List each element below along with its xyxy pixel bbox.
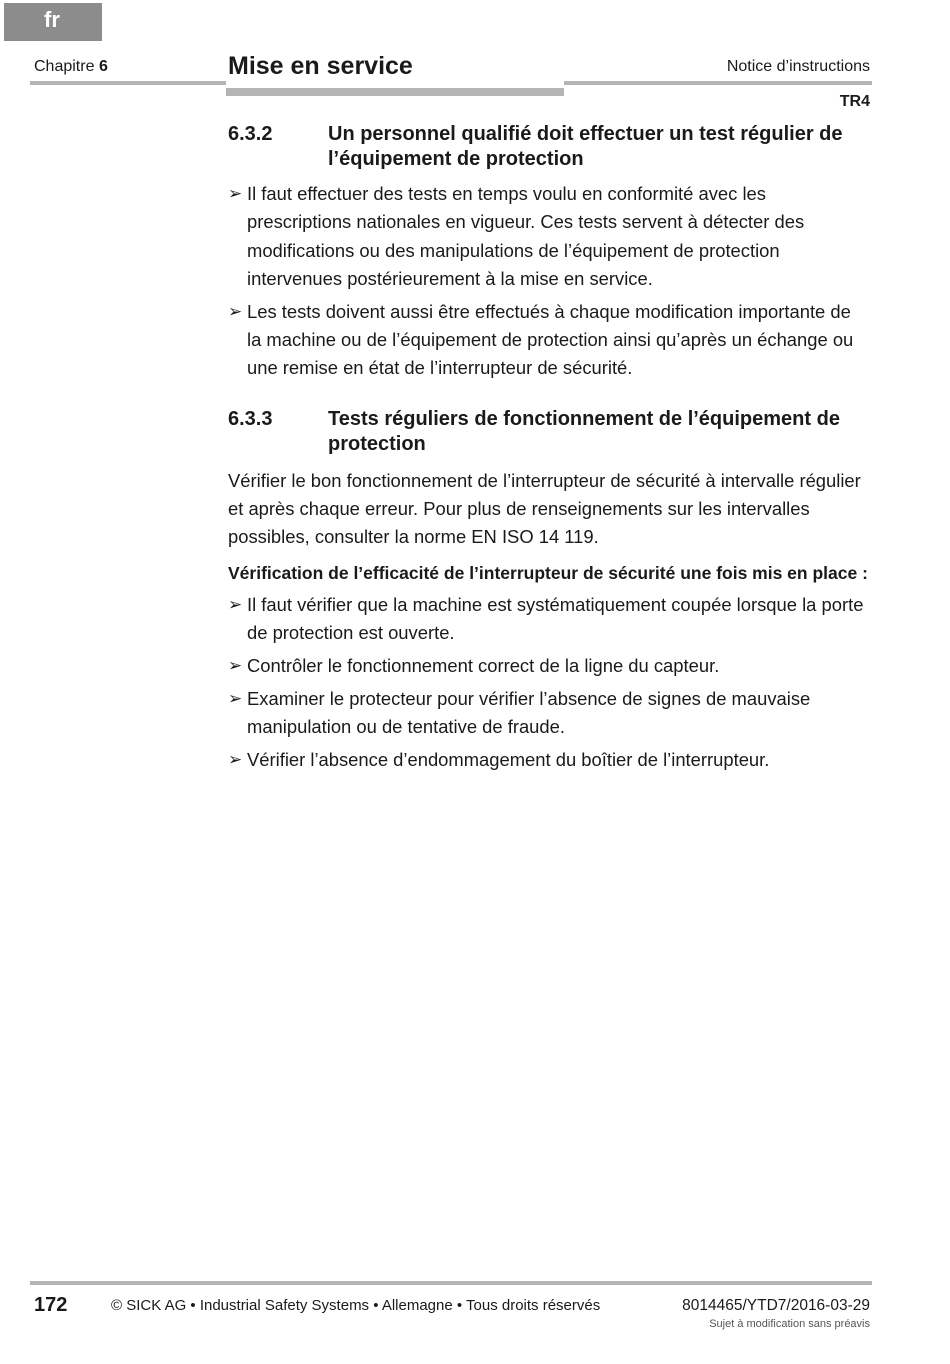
header-rule-right xyxy=(564,81,872,85)
header-rule-left xyxy=(30,81,226,85)
document-id: 8014465/YTD7/2016-03-29 xyxy=(682,1297,870,1314)
subheading: Vérification de l’efficacité de l’interrupteur de sécurité une fois mis en place : xyxy=(228,563,868,584)
arrow-icon: ➢ xyxy=(228,184,243,203)
step-text: Examiner le protecteur pour vérifier l’absence de signes de mauvaise manipulation ou de tentative de fraude. xyxy=(247,687,811,737)
chapter-label xyxy=(34,58,108,76)
section-heading xyxy=(228,407,870,457)
arrow-icon: ➢ xyxy=(228,301,243,321)
footer-note: Sujet à modification sans préavis xyxy=(709,1318,870,1330)
step-list xyxy=(228,180,870,383)
language-tab: fr xyxy=(4,3,102,41)
step-list xyxy=(228,591,870,774)
arrow-icon: ➢ xyxy=(228,749,243,769)
step-text: Il faut effectuer des tests en temps voulu en conformité avec les prescriptions nationales en vigueur. Ces tests servent à détecter des modifications ou des manipulations de l’équipement de protection intervenues postérieurement à la mise en service. xyxy=(247,183,805,289)
list-item xyxy=(228,652,870,680)
section-number: 6.3.3 xyxy=(228,407,273,430)
product-label: TR4 xyxy=(839,93,870,110)
arrow-icon: ➢ xyxy=(228,688,243,708)
list-item xyxy=(228,298,870,383)
step-text: Les tests doivent aussi être effectués à chaque modification importante de la machine ou de l’équipement de protection ainsi qu’après un échange ou une remise en état de l’interrupteur de sécurité. xyxy=(247,300,854,379)
page-number: 172 xyxy=(34,1294,68,1316)
main-content xyxy=(228,120,870,779)
chapter-word: Chapitre xyxy=(34,58,95,75)
list-item xyxy=(228,746,870,774)
list-item xyxy=(228,180,870,293)
step-text: Vérifier l’absence d’endommagement du boîtier de l’interrupteur. xyxy=(247,748,770,770)
footer-rule xyxy=(30,1281,872,1285)
list-item xyxy=(228,591,870,648)
copyright: © SICK AG • Industrial Safety Systems • Allemagne • Tous droits réservés xyxy=(111,1297,601,1314)
arrow-icon: ➢ xyxy=(228,594,243,614)
manual-label: Notice d’instructions xyxy=(726,58,870,75)
arrow-icon: ➢ xyxy=(228,655,243,675)
section-title: Tests réguliers de fonctionnement de l’équipement de protection xyxy=(328,407,840,455)
body-paragraph: Vérifier le bon fonctionnement de l’interrupteur de sécurité à intervalle régulier et après chaque erreur. Pour plus de renseignements sur les intervalles possibles, consulter la norme EN ISO 14 119. xyxy=(228,469,861,548)
page-title: Mise en service xyxy=(228,52,413,80)
section-number: 6.3.2 xyxy=(228,123,273,145)
step-text: Contrôler le fonctionnement correct de la ligne du capteur. xyxy=(247,654,720,676)
list-item xyxy=(228,685,870,742)
section-title: Un personnel qualifié doit effectuer un test régulier de l’équipement de protection xyxy=(328,123,843,170)
step-text: Il faut vérifier que la machine est systématiquement coupée lorsque la porte de protection est ouverte. xyxy=(247,593,864,644)
chapter-number: 6 xyxy=(98,58,108,75)
section-heading xyxy=(228,122,870,172)
header-rule-title xyxy=(226,88,564,96)
